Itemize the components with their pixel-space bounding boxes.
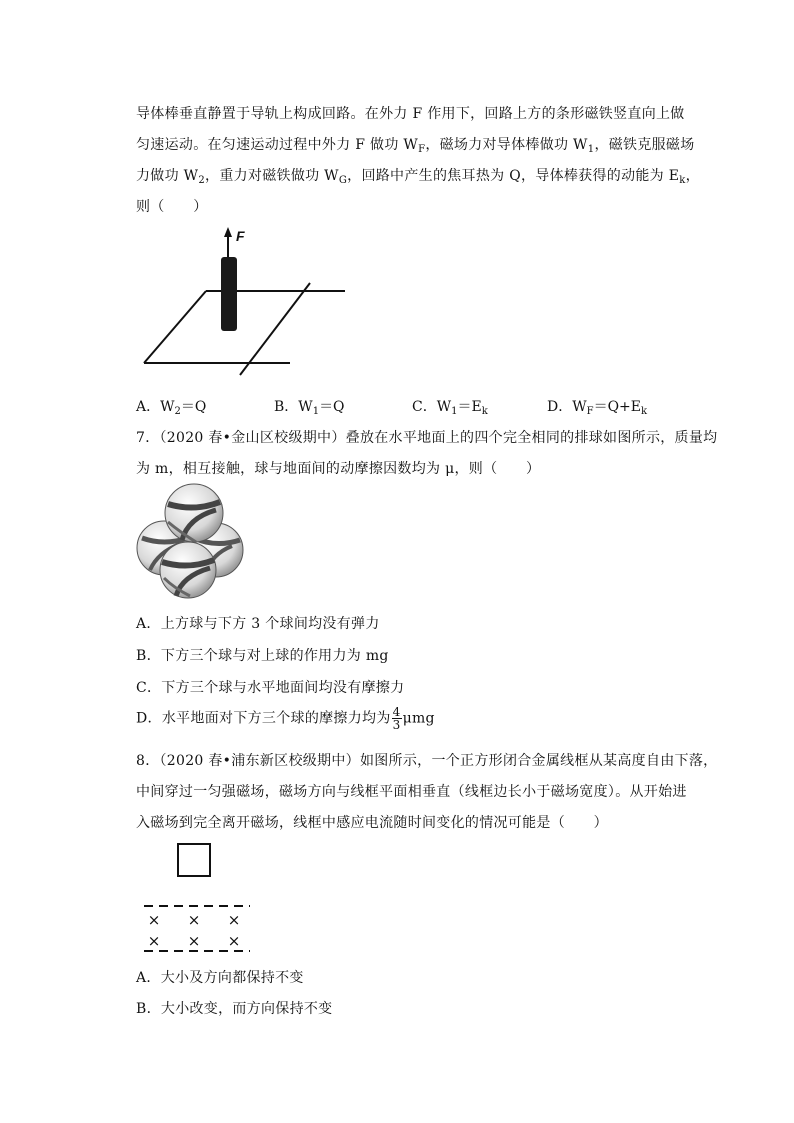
- q8-option-b[interactable]: B．大小改变，而方向保持不变: [136, 1001, 333, 1017]
- q8-line-1: 8．（2020 春•浦东新区校级期中）如图所示，一个正方形闭合金属线框从某高度自由下落，: [136, 753, 718, 769]
- q6-line-2: 匀速运动。在匀速运动过程中外力 F 做功 $W_F$，磁场力对导体棒做功 $W_1$，磁铁克服磁场: [136, 137, 695, 155]
- q6-option-b[interactable]: B．$W_1=Q$: [274, 399, 345, 417]
- q7-option-b[interactable]: B．下方三个球与对上球的作用力为 mg: [136, 648, 389, 664]
- q7-line-2: 为 m，相互接触，球与地面间的动摩擦因数均为 μ，则（ ）: [136, 461, 541, 477]
- q7-option-c[interactable]: C．下方三个球与水平地面间均没有摩擦力: [136, 680, 405, 696]
- volleyball-front: [160, 542, 216, 598]
- q6-line-1: 导体棒垂直静置于导轨上构成回路。在外力 F 作用下，回路上方的条形磁铁竖直向上做: [136, 106, 685, 122]
- volleyballs-figure: [136, 482, 246, 602]
- q6-option-a[interactable]: A．$W_2=Q$: [136, 399, 207, 417]
- field-cross: ×: [187, 932, 201, 950]
- q6-line-3: 力做功 $W_2$，重力对磁铁做功 $W_G$，回路中产生的焦耳热为 Q，导体棒获得的动能为 $E_k$，: [136, 168, 700, 186]
- frame-field-figure: [140, 840, 260, 960]
- fraction-four-thirds: $\frac{4}{3}$: [392, 705, 401, 732]
- conductor-rod: [240, 283, 310, 375]
- q6-option-d[interactable]: D．$W_F=Q+E_k$: [547, 399, 648, 417]
- q7-line-1: 7．（2020 春•金山区校级期中）叠放在水平地面上的四个完全相同的排球如图所示，质量均: [136, 430, 718, 446]
- field-cross: ×: [187, 911, 201, 929]
- q8-option-a[interactable]: A．大小及方向都保持不变: [136, 970, 304, 986]
- force-arrow-head: [224, 227, 232, 237]
- q8-line-3: 入磁场到完全离开磁场，线框中感应电流随时间变化的情况可能是（ ）: [136, 815, 608, 831]
- rail-left: [144, 291, 206, 363]
- q7-option-d[interactable]: D．水平地面对下方三个球的摩擦力均为 $\frac{4}{3}$ μmg: [136, 705, 435, 732]
- q7-option-a[interactable]: A．上方球与下方 3 个球间均没有弹力: [136, 616, 380, 632]
- q8-line-2: 中间穿过一匀强磁场，磁场方向与线框平面相垂直（线框边长小于磁场宽度）。从开始进: [136, 784, 687, 800]
- bar-magnet: [221, 257, 237, 331]
- force-label: F: [236, 228, 245, 244]
- volleyball-top: [165, 484, 223, 542]
- field-cross: ×: [147, 932, 161, 950]
- magnet-rails-figure: [140, 225, 360, 385]
- field-cross: ×: [227, 932, 241, 950]
- field-cross: ×: [227, 911, 241, 929]
- square-frame: [178, 844, 210, 876]
- q6-line-4: 则（ ）: [136, 199, 208, 215]
- field-cross: ×: [147, 911, 161, 929]
- q6-option-c[interactable]: C．$W_1=E_k$: [412, 399, 488, 417]
